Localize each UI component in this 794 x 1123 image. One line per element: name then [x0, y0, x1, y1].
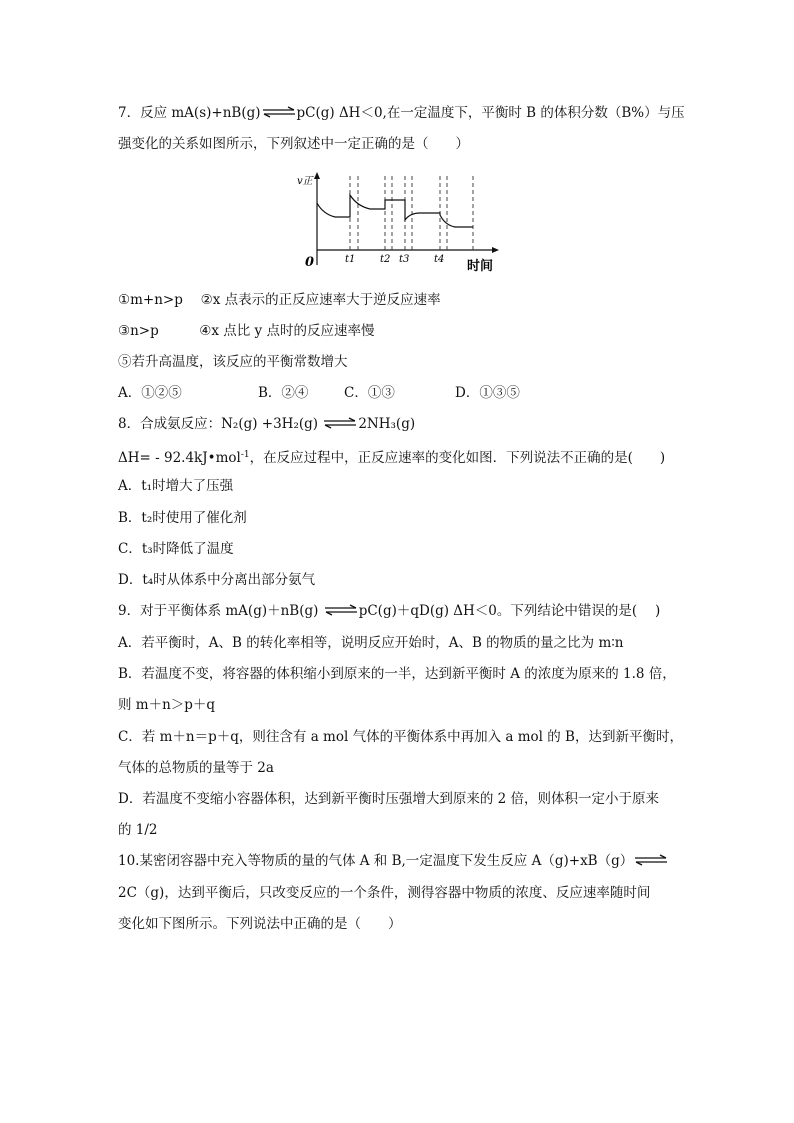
q8-option-b[interactable]: B．t₂时使用了催化剂 [118, 510, 247, 526]
equilibrium-arrow-icon [262, 106, 296, 118]
rate-time-figure [295, 170, 505, 280]
q10-stem-line3: 变化如下图所示。下列说法中正确的是（ ） [118, 916, 402, 932]
q9-option-c-line1[interactable]: C．若 m＋n＝p＋q，则往含有 a mol 气体的平衡体系中再加入 a mol 的 B，达到新平衡时， [118, 729, 683, 745]
q7-option-a[interactable]: A．①②⑤ [118, 385, 182, 401]
q8-enthalpy-exponent: -1 [240, 450, 250, 460]
tick-t4: t4 [434, 254, 445, 265]
tick-t3: t3 [399, 254, 410, 265]
x-axis-label: 时间 [467, 259, 494, 274]
dashed-guides [350, 176, 473, 250]
q7-stem-line2: 强变化的关系如图所示，下列叙述中一定正确的是（ ） [118, 136, 469, 152]
q7-stem-line1 [118, 104, 685, 122]
q7-products: pC(g) ΔH＜0,在一定温度下，平衡时 B 的体积分数（B%）与压 [296, 105, 685, 121]
q9-option-d-line1[interactable]: D．若温度不变缩小容器体积，达到新平衡时压强增大到原来的 2 倍，则体积一定小于原来 [118, 791, 659, 807]
q7-reactants: 7．反应 mA(s)+nB(g) [118, 105, 261, 121]
equilibrium-arrow-icon [324, 604, 358, 616]
q9-option-b-line2: 则 m＋n＞p＋q [118, 697, 216, 713]
q7-option-b[interactable]: B．②④ [258, 385, 309, 401]
q8-option-d[interactable]: D．t₄时从体系中分离出部分氨气 [118, 572, 316, 588]
origin-label: 0 [305, 255, 315, 270]
rate-curve [317, 195, 473, 227]
q8-question: ，在反应过程中，正反应速率的变化如图．下列说法不正确的是( ) [249, 450, 666, 466]
q10-text: 10.某密闭容器中充入等物质的量的气体 A 和 B,一定温度下发生反应 A（g)+xB（g） [118, 853, 634, 869]
q9-stem [118, 602, 660, 620]
q10-stem-line1 [118, 852, 669, 870]
q8-enthalpy: ΔH= - 92.4kJ•mol [118, 450, 241, 466]
q7-item-3: ⑤若升高温度，该反应的平衡常数增大 [118, 354, 348, 370]
q9-option-a[interactable]: A．若平衡时，A、B 的转化率相等，说明反应开始时，A、B 的物质的量之比为 m∶n [118, 635, 624, 651]
tick-t1: t1 [345, 254, 356, 265]
x-axis-arrow-icon [492, 247, 499, 253]
q7-option-d[interactable]: D．①③⑤ [455, 385, 520, 401]
q7-option-c[interactable]: C．①③ [344, 385, 395, 401]
q9-reactants: 9．对于平衡体系 mA(g)＋nB(g) [118, 603, 323, 619]
q9-option-b-line1[interactable]: B．若温度不变，将容器的体积缩小到原来的一半，达到新平衡时 A 的浓度为原来的 1.8 倍， [118, 666, 676, 682]
q9-option-d-line2: 的 1/2 [118, 822, 158, 838]
q8-option-c[interactable]: C．t₃时降低了温度 [118, 541, 234, 557]
q9-question: pC(g)＋qD(g) ΔH＜0。下列结论中错误的是( ) [358, 603, 661, 619]
q8-reactants: 8．合成氨反应：N₂(g) +3H₂(g) [118, 416, 323, 432]
equilibrium-arrow-icon [323, 417, 357, 429]
q7-item-2: ③n>p ④x 点比 y 点时的反应速率慢 [118, 323, 375, 339]
q10-stem-line2: 2C（g)，达到平衡后，只改变反应的一个条件，测得容器中物质的浓度、反应速率随时间 [118, 885, 651, 901]
y-axis-arrow-icon [314, 172, 320, 179]
q7-item-1: ①m+n>p ②x 点表示的正反应速率大于逆反应速率 [118, 292, 441, 308]
q8-option-a[interactable]: A．t₁时增大了压强 [118, 478, 234, 494]
q8-products: 2NH₃(g) [358, 416, 416, 432]
tick-t2: t2 [380, 254, 391, 265]
q8-stem-line1 [118, 415, 415, 433]
equilibrium-arrow-icon [634, 854, 668, 866]
q8-stem-line2 [118, 446, 665, 467]
y-axis-label: v正 [297, 176, 313, 187]
q9-option-c-line2: 气体的总物质的量等于 2a [118, 760, 274, 776]
